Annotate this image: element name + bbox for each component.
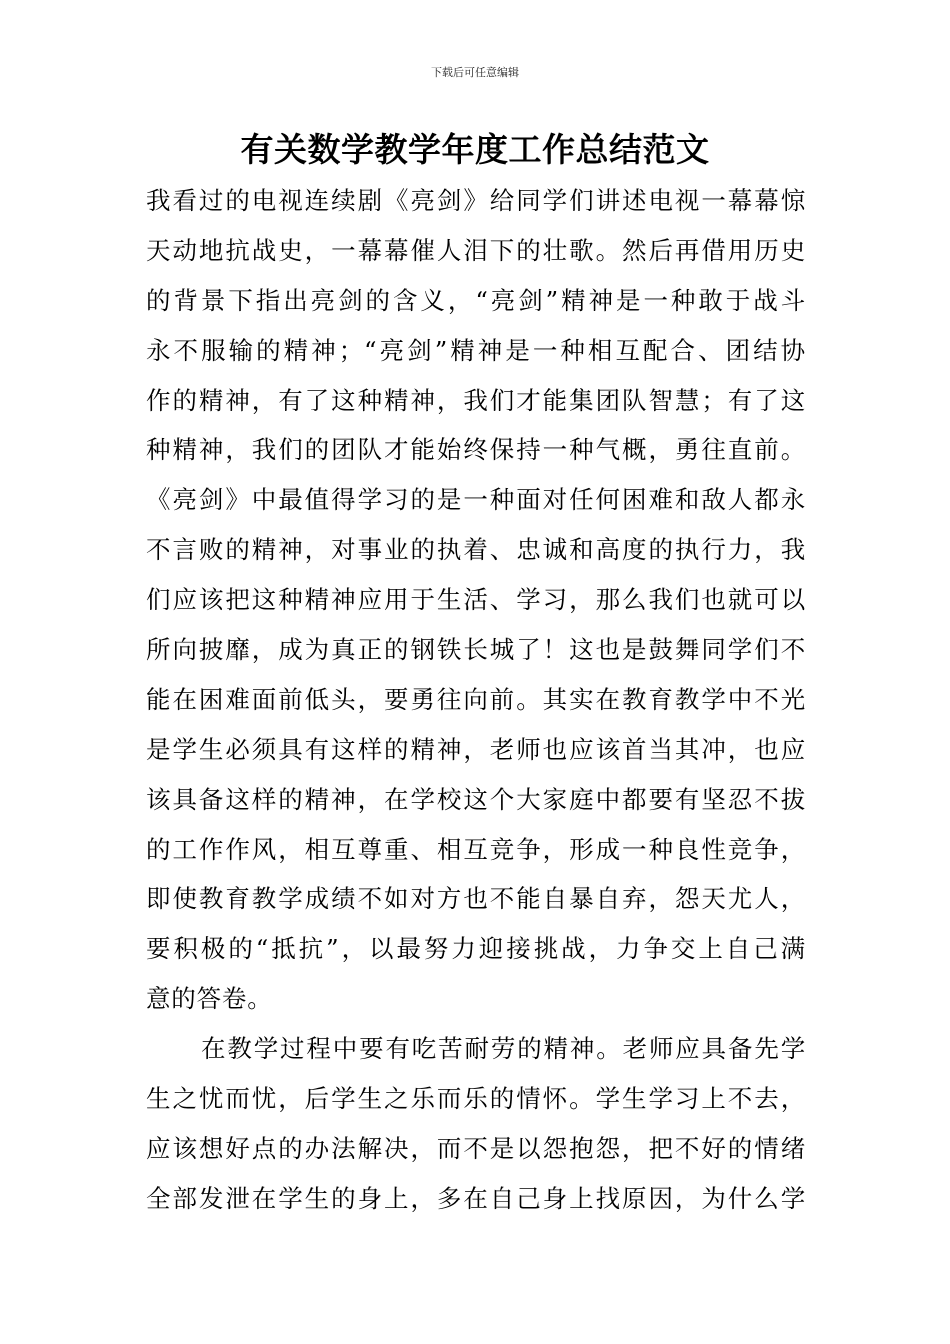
text-line: 种精神，我们的团队才能始终保持一种气概，勇往直前。 — [146, 435, 806, 465]
text-line: 要积极的“抵抗”，以最努力迎接挑战，力争交上自己满 — [146, 934, 806, 964]
page-header-note: 下载后可任意编辑 — [431, 66, 519, 79]
text-line: 们应该把这种精神应用于生活、学习，那么我们也就可以 — [146, 585, 806, 615]
text-line: 天动地抗战史，一幕幕催人泪下的壮歌。然后再借用历史 — [146, 235, 806, 265]
text-line: 是学生必须具有这样的精神，老师也应该首当其冲，也应 — [146, 734, 806, 764]
text-line: 《亮剑》中最值得学习的是一种面对任何困难和敌人都永 — [146, 485, 806, 515]
text-line: 意的答卷。 — [146, 984, 273, 1014]
paragraph-2 — [146, 1024, 806, 1224]
text-line: 的工作作风，相互尊重、相互竞争，形成一种良性竞争， — [146, 834, 806, 864]
text-line: 能在困难面前低头，要勇往向前。其实在教育教学中不光 — [146, 684, 806, 714]
text-line: 该具备这样的精神，在学校这个大家庭中都要有坚忍不拔 — [146, 784, 806, 814]
text-line: 的背景下指出亮剑的含义，“亮剑”精神是一种敢于战斗 — [146, 285, 806, 315]
text-line: 即使教育教学成绩不如对方也不能自暴自弃，怨天尤人， — [146, 884, 806, 914]
document-title: 有关数学教学年度工作总结范文 — [240, 130, 710, 169]
text-line: 所向披靡，成为真正的钢铁长城了！这也是鼓舞同学们不 — [146, 635, 806, 665]
text-line: 生之忧而忧，后学生之乐而乐的情怀。学生学习上不去， — [146, 1084, 806, 1114]
text-line: 在教学过程中要有吃苦耐劳的精神。老师应具备先学 — [201, 1034, 806, 1064]
paragraph-1 — [146, 176, 806, 1024]
text-line: 全部发泄在学生的身上，多在自己身上找原因，为什么学 — [146, 1183, 806, 1213]
text-line: 作的精神，有了这种精神，我们才能集团队智慧；有了这 — [146, 385, 806, 415]
text-line: 不言败的精神，对事业的执着、忠诚和高度的执行力，我 — [146, 535, 806, 565]
document-body — [146, 176, 806, 1224]
text-line: 应该想好点的办法解决，而不是以怨抱怨，把不好的情绪 — [146, 1133, 806, 1163]
text-line: 我看过的电视连续剧《亮剑》给同学们讲述电视一幕幕惊 — [146, 186, 806, 215]
text-line: 永不服输的精神；“亮剑”精神是一种相互配合、团结协 — [146, 335, 806, 365]
